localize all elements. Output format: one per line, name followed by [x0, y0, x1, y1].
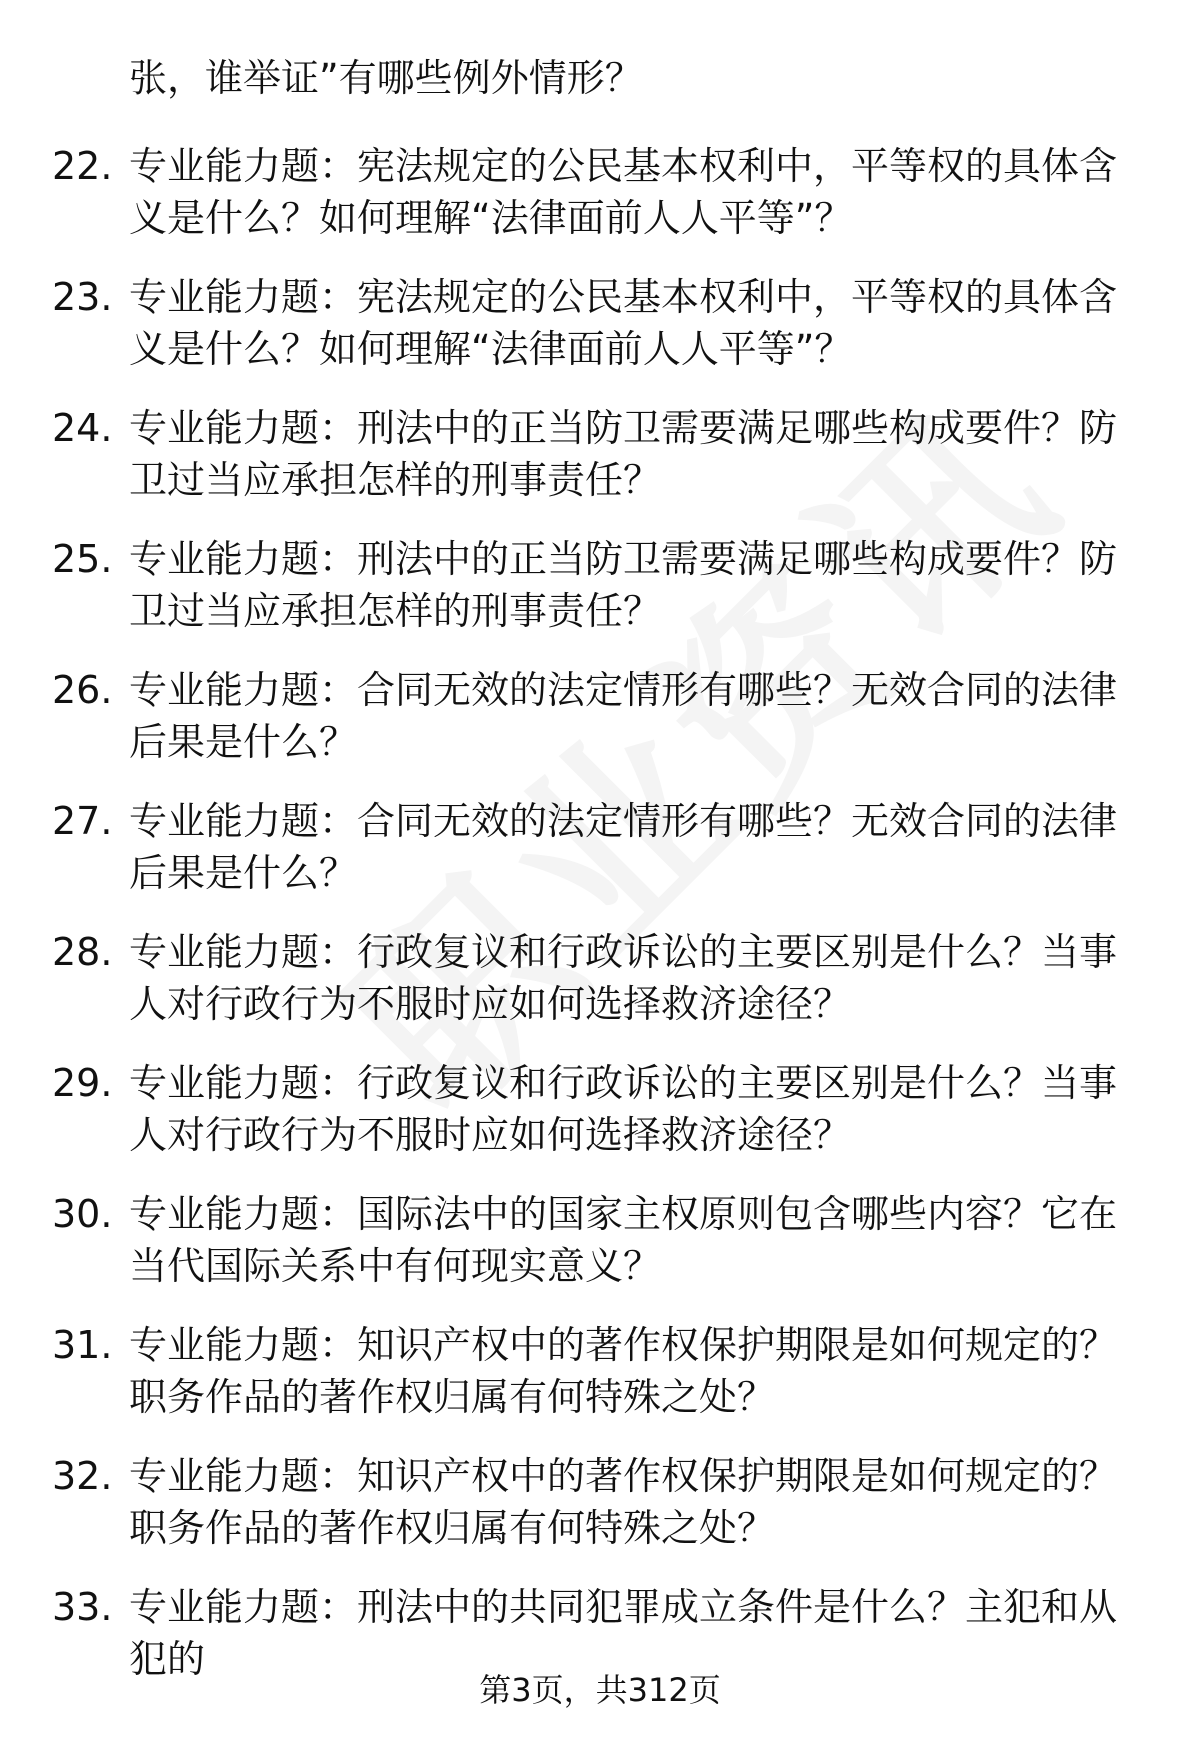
question-text: 专业能力题：知识产权中的著作权保护期限是如何规定的？职务作品的著作权归属有何特殊之处？	[129, 1454, 1118, 1550]
question-number: 32.	[52, 1454, 113, 1498]
question-number: 30.	[52, 1192, 113, 1236]
question-text: 专业能力题：国际法中的国家主权原则包含哪些内容？它在当代国际关系中有何现实意义？	[129, 1192, 1118, 1288]
question-number: 31.	[52, 1323, 113, 1367]
question-text: 专业能力题：合同无效的法定情形有哪些？无效合同的法律后果是什么？	[129, 799, 1118, 895]
question-number: 29.	[52, 1061, 113, 1105]
question-text: 专业能力题：行政复议和行政诉讼的主要区别是什么？当事人对行政行为不服时应如何选择救济途径？	[129, 1061, 1118, 1157]
question-number: 25.	[52, 537, 113, 581]
question-number: 33.	[52, 1585, 113, 1629]
question-item	[0, 1581, 1200, 1681]
question-item	[0, 271, 1200, 375]
question-item	[0, 1450, 1200, 1554]
question-number: 28.	[52, 930, 113, 974]
continued-question-text: 张，谁举证”有哪些例外情形？	[129, 56, 643, 100]
question-text: 专业能力题：刑法中的正当防卫需要满足哪些构成要件？防卫过当应承担怎样的刑事责任？	[129, 537, 1118, 633]
question-item	[0, 926, 1200, 1030]
question-text: 专业能力题：行政复议和行政诉讼的主要区别是什么？当事人对行政行为不服时应如何选择救济途径？	[129, 930, 1118, 1026]
question-item	[0, 140, 1200, 244]
question-item	[0, 795, 1200, 899]
question-text: 专业能力题：知识产权中的著作权保护期限是如何规定的？职务作品的著作权归属有何特殊之处？	[129, 1323, 1118, 1419]
question-item	[0, 1188, 1200, 1292]
page-footer: 第3页，共312页	[479, 1671, 721, 1709]
question-item	[0, 664, 1200, 768]
question-item	[0, 1319, 1200, 1423]
question-text: 专业能力题：宪法规定的公民基本权利中，平等权的具体含义是什么？如何理解“法律面前人人平等”？	[129, 275, 1118, 371]
question-text: 专业能力题：合同无效的法定情形有哪些？无效合同的法律后果是什么？	[129, 668, 1118, 764]
question-item	[0, 1057, 1200, 1161]
question-text: 专业能力题：刑法中的正当防卫需要满足哪些构成要件？防卫过当应承担怎样的刑事责任？	[129, 406, 1118, 502]
question-item	[0, 402, 1200, 506]
question-number: 26.	[52, 668, 113, 712]
question-item	[0, 533, 1200, 637]
question-text: 专业能力题：刑法中的共同犯罪成立条件是什么？主犯和从犯的	[129, 1585, 1118, 1681]
question-number: 22.	[52, 144, 113, 188]
question-text: 专业能力题：宪法规定的公民基本权利中，平等权的具体含义是什么？如何理解“法律面前人人平等”？	[129, 144, 1118, 240]
question-number: 27.	[52, 799, 113, 843]
question-number: 23.	[52, 275, 113, 319]
question-number: 24.	[52, 406, 113, 450]
